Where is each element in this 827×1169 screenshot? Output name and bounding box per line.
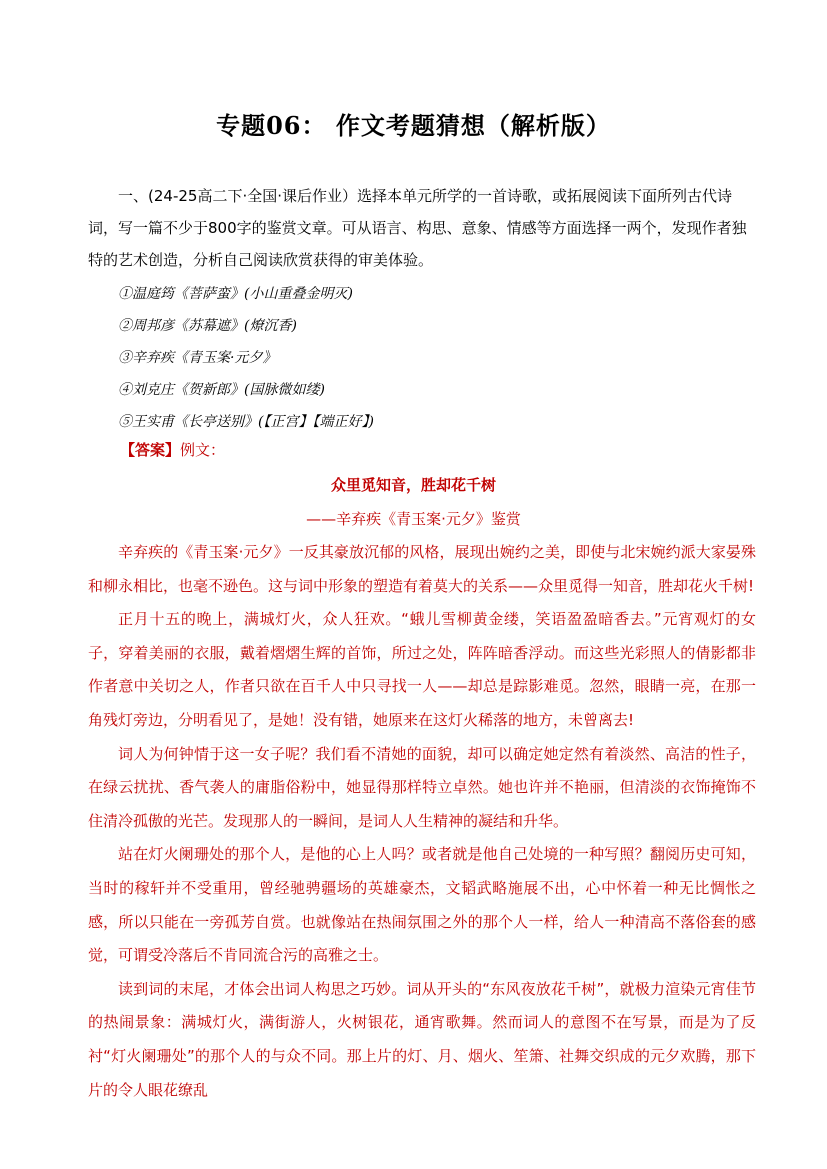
poem-item: ③辛弃疾《青玉案·元夕》 [118, 350, 277, 366]
essay-paragraph: 读到词的末尾，才体会出词人构思之巧妙。词从开头的“东风夜放花千树”，就极力渲染元宵佳节的热闹景象：满城灯火，满街游人，火树银花，通宵歌舞。然而词人的意图不在写景，而是为了反衬“灯火阑珊处”的那个人的与众不同。那上片的灯、月、烟火、笙箫、社舞交织成的元夕欢腾，那下片的令人眼花缭乱 [88, 979, 756, 1099]
poem-list [118, 278, 374, 438]
essay-paragraph: 词人为何钟情于这一女子呢？我们看不清她的面貌，却可以确定她定然有着淡然、高洁的性子，在绿云扰扰、香气袭人的庸脂俗粉中，她显得那样特立卓然。她也许并不艳丽，但清淡的衣饰掩饰不住清冷孤傲的光芒。发现那人的一瞬间，是词人人生精神的凝结和升华。 [88, 744, 756, 830]
essay-paragraph: 正月十五的晚上，满城灯火，众人狂欢。“蛾儿雪柳黄金缕，笑语盈盈暗香去。”元宵观灯的女子，穿着美丽的衣服，戴着熠熠生辉的首饰，所过之处，阵阵暗香浮动。而这些光彩照人的倩影都非作者意中关切之人，作者只欲在百千人中只寻找一人——却总是踪影难觅。忽然，眼睛一亮，在那一角残灯旁边，分明看见了，是她！没有错，她原来在这灯火稀落的地方，未曾离去! [88, 610, 756, 729]
poem-item: ⑤王实甫《长亭送别》(【正宫】【端正好】) [118, 414, 374, 430]
essay-body [88, 536, 756, 1107]
answer-line [120, 439, 225, 460]
page-title: 专题06： 作文考题猜想（解析版） [216, 111, 611, 140]
essay-paragraph: 站在灯火阑珊处的那个人，是他的心上人吗？或者就是他自己处境的一种写照？翻阅历史可知，当时的稼轩并不受重用，曾经驰骋疆场的英雄豪杰，文韬武略施展不出，心中怀着一种无比惆怅之感，所以只能在一旁孤芳自赏。也就像站在热闹氛围之外的那个人一样，给人一种清高不落俗套的感觉，可谓受冷落后不肯同流合污的高雅之士。 [88, 845, 756, 965]
answer-prefix: 例文： [180, 441, 226, 459]
essay-title: 众里觅知音，胜却花千树 [330, 476, 496, 494]
essay-paragraph: 辛弃疾的《青玉案·元夕》一反其豪放沉郁的风格，展现出婉约之美，即使与北宋婉约派大家晏殊和柳永相比，也毫不逊色。这与词中形象的塑造有着莫大的关系——众里觅得一知音，胜却花火千树! [88, 543, 756, 595]
question-text: 一、(24-25高二下·全国·课后作业）选择本单元所学的一首诗歌，或拓展阅读下面所列古代诗词，写一篇不少于800字的鉴赏文章。可从语言、构思、意象、情感等方面选择一两个，发现作者独特的艺术创造，分析自己阅读欣赏获得的审美体验。 [88, 187, 747, 269]
poem-item: ①温庭筠《菩萨蛮》(小山重叠金明灭) [118, 286, 353, 302]
essay-subtitle: ——辛弃疾《青玉案·元夕》鉴赏 [306, 510, 521, 528]
poem-item: ②周邦彦《苏幕遮》(燎沉香) [118, 318, 297, 334]
answer-tag: 【答案】 [120, 441, 181, 459]
poem-item: ④刘克庄《贺新郎》(国脉微如缕) [118, 382, 325, 398]
